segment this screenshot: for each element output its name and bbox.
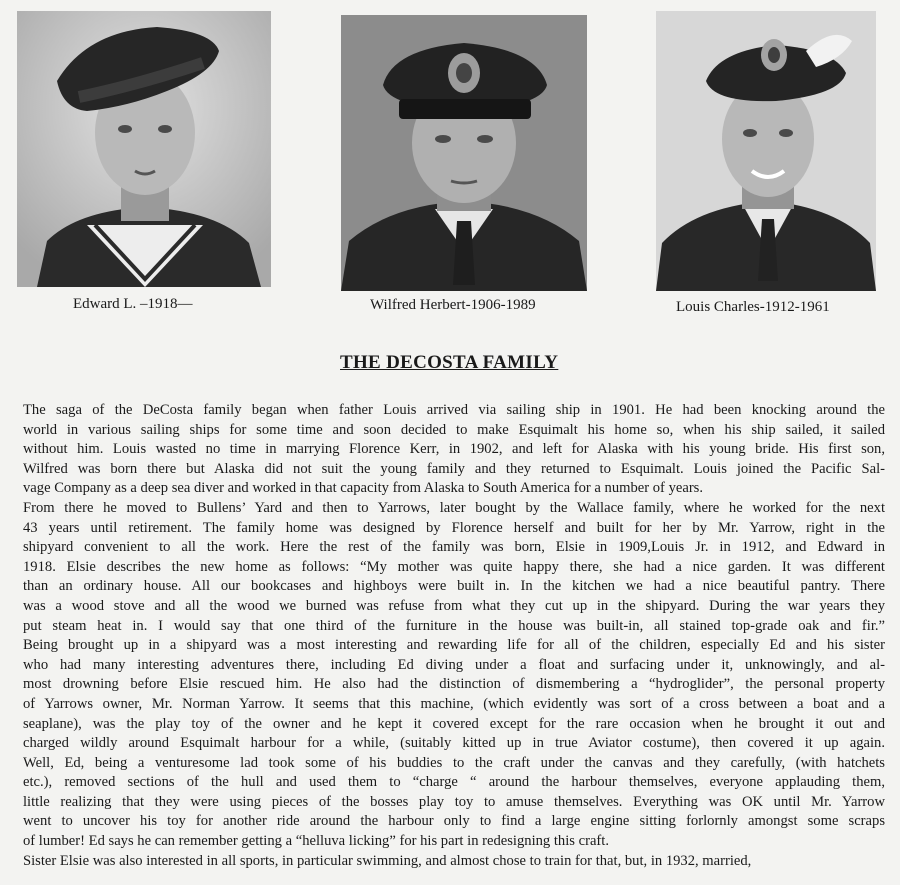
photo-edward: [17, 11, 271, 287]
article-line: of Yarrows owner, Mr. Norman Yarrow. It seems that this machine, (which evidently was sort of a cross between a boat and a: [23, 695, 885, 712]
article-line: world in various sailing ships for some time and soon decided to make Esquimalt his home so, when his ship sailed, it sailed: [23, 421, 885, 438]
article-line: than an ordinary house. All our bookcases and highboys were built in. In the kitchen we had a nice beautiful pantry. There: [23, 578, 885, 595]
article-line: of lumber! Ed says he can remember getting a “helluva licking” for his part in redesigning this craft.: [23, 833, 609, 850]
article-line: seaplane), was the play toy of the owner and he kept it covered except for the rare occasion when he brought it out and: [23, 715, 885, 732]
article-line: was a wood stove and all the wood we burned was refuse from what they cut up in the shipyard. During the war years they: [23, 597, 885, 614]
photo-wilfred: [341, 15, 587, 291]
article-line: put steam heat in. I would say that one third of the furniture in the house was built-in, all stained top-grade oak and fir.”: [23, 617, 885, 634]
article-line: shipyard convenient to all the work. Here the rest of the family was born, Elsie in 1909,Louis Jr. in 1912, and Edward in: [23, 539, 885, 556]
article-line: without him. Louis wasted no time in marrying Florence Kerr, in 1902, and left for Alaska with his young bride. His first son,: [23, 441, 885, 458]
article-line: vage Company as a deep sea diver and worked in that capacity from Alaska to South America for a number of years.: [23, 480, 704, 497]
caption-edward: Edward L. –1918—: [73, 296, 193, 312]
article-line: etc.), removed sections of the hull and used them to “charge “ around the harbour themselves, everyone applauding them,: [23, 774, 885, 791]
article-line: Being brought up in a shipyard was a most interesting and rewarding life for all of the children, especially Ed and his sister: [23, 637, 885, 654]
article-line: went to uncover his toy for another ride around the harbour only to find a large engine sitting forlornly amongst some scraps: [23, 813, 885, 830]
article-line: The saga of the DeCosta family began when father Louis arrived via sailing ship in 1901. He had been knocking around the: [23, 402, 885, 418]
caption-wilfred: Wilfred Herbert-1906-1989: [370, 297, 536, 313]
article-line: little realizing that they were using pieces of the bosses play toy to amuse themselves. Everything was OK until Mr. Yarrow: [23, 793, 885, 810]
article-line: Wilfred was born there but Alaska did not suit the young family and they returned to Esquimalt. Louis joined the Pacific Sal-: [23, 460, 885, 477]
page-title: THE DECOSTA FAMILY: [340, 352, 559, 373]
article-line: Well, Ed, being a venturesome lad took some of his buddies to the craft under the canvas and they carefully, (with hatchets: [23, 754, 885, 771]
article-line: Sister Elsie was also interested in all sports, in particular swimming, and almost chose to train for that, but, in 1932, married,: [23, 852, 752, 869]
article-line: most drowning before Elsie rescued him. He also had the distinction of dismembering a “hydroglider”, the personal property: [23, 676, 885, 693]
article-line: 1918. Elsie describes the new home as follows: “My mother was quite happy there, she had a nice garden. It was different: [23, 558, 885, 575]
article-line: charged wildly around Esquimalt harbour for a while, (suitably kitted up in true Aviator costume), then covered it up again.: [23, 735, 885, 752]
photo-louis: [656, 11, 876, 291]
article-line: From there he moved to Bullens’ Yard and then to Yarrows, later bought by the Wallace family, where he worked for the next: [23, 499, 885, 516]
caption-louis: Louis Charles-1912-1961: [676, 299, 830, 315]
article-body: [23, 401, 885, 871]
article-line: who had many interesting adventures there, including Ed diving under a float and surfacing under it, unknowingly, and al-: [23, 656, 885, 673]
article-line: 43 years until retirement. The family home was designed by Florence herself and built for her by Mr. Yarrow, right in the: [23, 519, 885, 536]
